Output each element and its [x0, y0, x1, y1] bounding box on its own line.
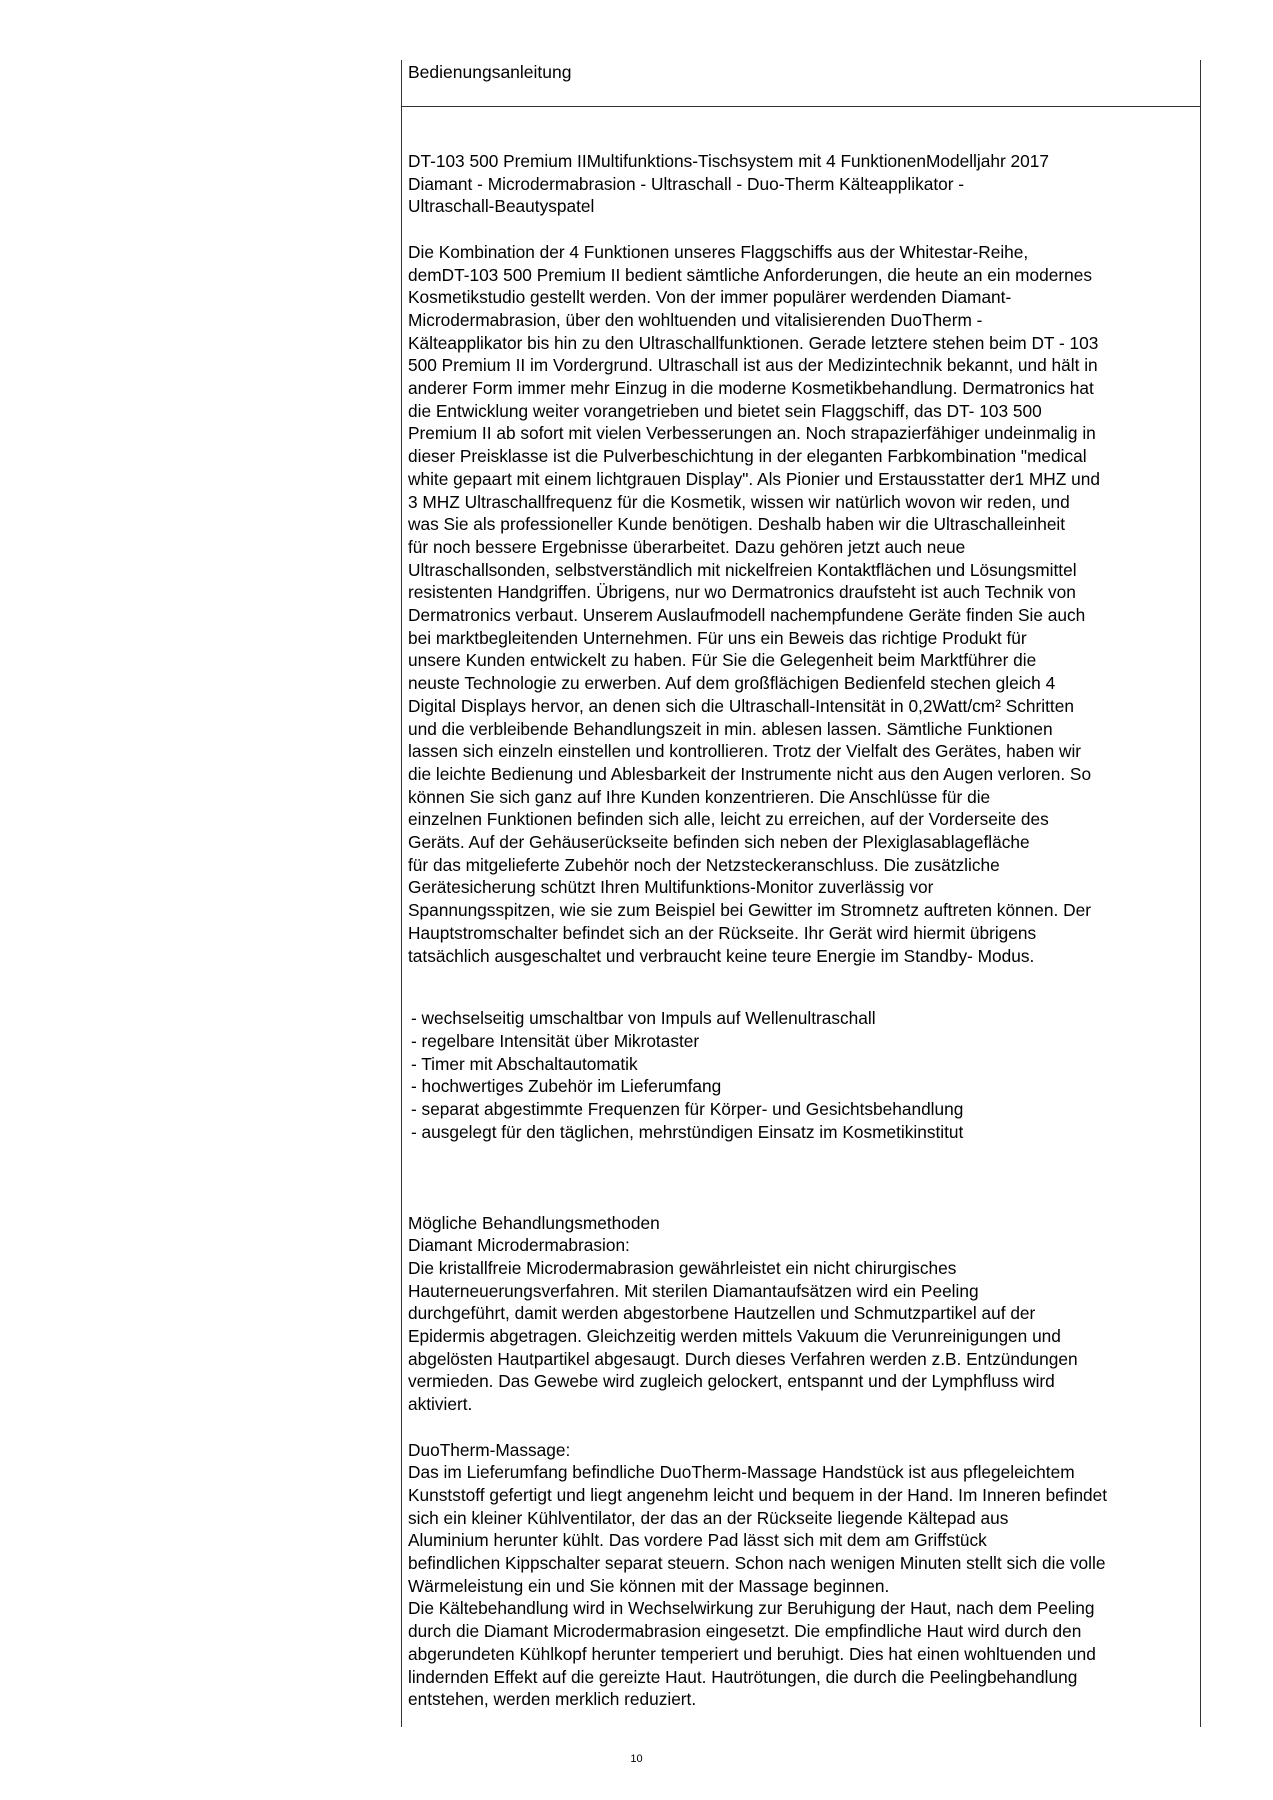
text-line: durchgeführt, damit werden abgestorbene Hautzellen und Schmutzpartikel auf der	[408, 1303, 1036, 1324]
text-line: Die Kombination der 4 Funktionen unseres Flaggschiffs aus der Whitestar-Reihe,	[408, 241, 1029, 262]
text-line: Aluminium herunter kühlt. Das vordere Pad lässt sich mit dem am Griffstück	[408, 1530, 987, 1551]
text-line: Gerätesicherung schützt Ihren Multifunktions-Monitor zuverlässig vor	[408, 877, 934, 898]
text-line: entstehen, werden merklich reduziert.	[408, 1689, 697, 1710]
text-line: Hauptstromschalter befindet sich an der Rückseite. Ihr Gerät wird hiermit übrigens	[408, 922, 1037, 943]
text-line: bei marktbegleitenden Unternehmen. Für uns ein Beweis das richtige Produkt für	[408, 627, 1027, 648]
text-line: Kosmetikstudio gestellt werden. Von der immer populärer werdenden Diamant-	[408, 287, 1012, 308]
feature-item: - regelbare Intensität über Mikrotaster	[411, 1031, 700, 1051]
text-line: tatsächlich ausgeschaltet und verbraucht keine teure Energie im Standby- Modus.	[408, 945, 1035, 966]
treatment-methods-section	[408, 1212, 1198, 1711]
text-line: Kunststoff gefertigt und liegt angenehm leicht und bequem in der Hand. Im Inneren befindet	[408, 1484, 1108, 1505]
text-line: Die kristallfreie Microdermabrasion gewährleistet ein nicht chirurgisches	[408, 1257, 957, 1278]
text-line: demDT-103 500 Premium II bedient sämtliche Anforderungen, die heute an ein modernes	[408, 264, 1092, 285]
text-line: 3 MHZ Ultraschallfrequenz für die Kosmetik, wissen wir natürlich wovon wir reden, und	[408, 491, 1070, 512]
text-line: für noch bessere Ergebnisse überarbeitet. Dazu gehören jetzt auch neue	[408, 536, 966, 557]
text-line: Das im Lieferumfang befindliche DuoTherm-Massage Handstück ist aus pflegeleichtem	[408, 1462, 1075, 1483]
text-line: die leichte Bedienung und Ablesbarkeit der Instrumente nicht aus den Augen verloren. So	[408, 763, 1092, 784]
text-line: Geräts. Auf der Gehäuserückseite befinden sich neben der Plexiglasablagefläche	[408, 832, 1030, 853]
text-line: vermieden. Das Gewebe wird zugleich gelockert, entspannt und der Lymphfluss wird	[408, 1371, 1055, 1392]
text-line: Epidermis abgetragen. Gleichzeitig werden mittels Vakuum die Verunreinigungen und	[408, 1326, 1061, 1347]
feature-item: - Timer mit Abschaltautomatik	[411, 1053, 638, 1074]
page-number: 10	[630, 1753, 643, 1765]
text-line: DT-103 500 Premium IIMultifunktions-Tischsystem mit 4 FunktionenModelljahr 2017	[408, 151, 1049, 171]
document-body	[408, 150, 1198, 1711]
text-line: Spannungsspitzen, wie sie zum Beispiel bei Gewitter im Stromnetz auftreten können. Der	[408, 900, 1091, 921]
feature-item: - hochwertiges Zubehör im Lieferumfang	[411, 1076, 722, 1097]
feature-item: - ausgelegt für den täglichen, mehrstündigen Einsatz im Kosmetikinstitut	[411, 1121, 964, 1142]
text-line: und die verbleibende Behandlungszeit in min. ablesen lassen. Sämtliche Funktionen	[408, 718, 1053, 739]
feature-list	[408, 1007, 1198, 1143]
text-line: resistenten Handgriffen. Übrigens, nur wo Dermatronics draufsteht ist auch Technik von	[408, 582, 1076, 603]
text-line: befindlichen Kippschalter separat steuern. Schon nach wenigen Minuten stellt sich die volle	[408, 1553, 1106, 1574]
subsection-title-duotherm: DuoTherm-Massage:	[408, 1439, 571, 1460]
subsection-title-diamant: Diamant Microdermabrasion:	[408, 1235, 630, 1256]
text-line: die Entwicklung weiter vorangetrieben und bietet sein Flaggschiff, das DT- 103 500	[408, 400, 1042, 421]
document-header-title: Bedienungsanleitung	[408, 62, 572, 82]
text-line: lindernden Effekt auf die gereizte Haut. Hautrötungen, die durch die Peelingbehandlung	[408, 1666, 1078, 1687]
text-line: Dermatronics verbaut. Unserem Auslaufmodell nachempfundene Geräte finden Sie auch	[408, 605, 1086, 626]
header-divider	[401, 106, 1201, 107]
text-line: Die Kältebehandlung wird in Wechselwirkung zur Beruhigung der Haut, nach dem Peeling	[408, 1598, 1095, 1619]
text-line: white gepaart mit einem lichtgrauen Display". Als Pionier und Erstausstatter der1 MHZ und	[408, 468, 1100, 489]
text-line: Digital Displays hervor, an denen sich die Ultraschall-Intensität in 0,2Watt/cm² Schritten	[408, 695, 1074, 716]
feature-item: - wechselseitig umschaltbar von Impuls auf Wellenultraschall	[411, 1008, 876, 1029]
text-line: Hauterneuerungsverfahren. Mit sterilen Diamantaufsätzen wird ein Peeling	[408, 1280, 979, 1301]
text-line: unsere Kunden entwickelt zu haben. Für Sie die Gelegenheit beim Marktführer die	[408, 650, 1037, 671]
text-line: was Sie als professioneller Kunde benötigen. Deshalb haben wir die Ultraschalleinheit	[408, 514, 1066, 535]
text-line: 500 Premium II im Vordergrund. Ultraschall ist aus der Medizintechnik bekannt, und hält in	[408, 355, 1098, 376]
text-line: Wärmeleistung ein und Sie können mit der Massage beginnen.	[408, 1575, 890, 1596]
diamant-paragraph	[408, 1257, 1198, 1416]
product-title	[408, 150, 1198, 218]
text-line: durch die Diamant Microdermabrasion eingesetzt. Die empfindliche Haut wird durch den	[408, 1621, 1082, 1642]
text-line: anderer Form immer mehr Einzug in die moderne Kosmetikbehandlung. Dermatronics hat	[408, 378, 1094, 399]
text-line: Premium II ab sofort mit vielen Verbesserungen an. Noch strapazierfähiger undeinmalig in	[408, 423, 1096, 444]
text-line: für das mitgelieferte Zubehör noch der Netzsteckeranschluss. Die zusätzliche	[408, 854, 1000, 875]
text-line: Microdermabrasion, über den wohltuenden und vitalisierenden DuoTherm -	[408, 309, 983, 330]
text-line: neuste Technologie zu erwerben. Auf dem großflächigen Bedienfeld stechen gleich 4	[408, 673, 1056, 694]
text-line: aktiviert.	[408, 1394, 473, 1415]
feature-item: - separat abgestimmte Frequenzen für Körper- und Gesichtsbehandlung	[411, 1099, 964, 1120]
duotherm-paragraph	[408, 1461, 1198, 1711]
text-line: dieser Preisklasse ist die Pulverbeschichtung in der eleganten Farbkombination "medical	[408, 446, 1087, 467]
text-line: Diamant - Microdermabrasion - Ultraschall - Duo-Therm Kälteapplikator -	[408, 173, 965, 194]
text-line: lassen sich einzeln einstellen und kontrollieren. Trotz der Vielfalt des Gerätes, haben wir	[408, 741, 1082, 762]
text-line: können Sie sich ganz auf Ihre Kunden konzentrieren. Die Anschlüsse für die	[408, 786, 991, 807]
section-heading: Mögliche Behandlungsmethoden	[408, 1212, 660, 1233]
text-line: abgelösten Hautpartikel abgesaugt. Durch dieses Verfahren werden z.B. Entzündungen	[408, 1348, 1078, 1369]
text-line: Ultraschall-Beautyspatel	[408, 196, 595, 217]
text-line: Ultraschallsonden, selbstverständlich mit nickelfreien Kontaktflächen und Lösungsmittel	[408, 559, 1077, 580]
intro-paragraph	[408, 241, 1198, 968]
text-line: einzelnen Funktionen befinden sich alle, leicht zu erreichen, auf der Vorderseite des	[408, 809, 1049, 830]
text-line: sich ein kleiner Kühlventilator, der das an der Rückseite liegende Kältepad aus	[408, 1507, 1009, 1528]
text-line: Kälteapplikator bis hin zu den Ultraschallfunktionen. Gerade letztere stehen beim DT - 103	[408, 332, 1099, 353]
text-line: abgerundeten Kühlkopf herunter temperiert und beruhigt. Dies hat einen wohltuenden und	[408, 1643, 1096, 1664]
